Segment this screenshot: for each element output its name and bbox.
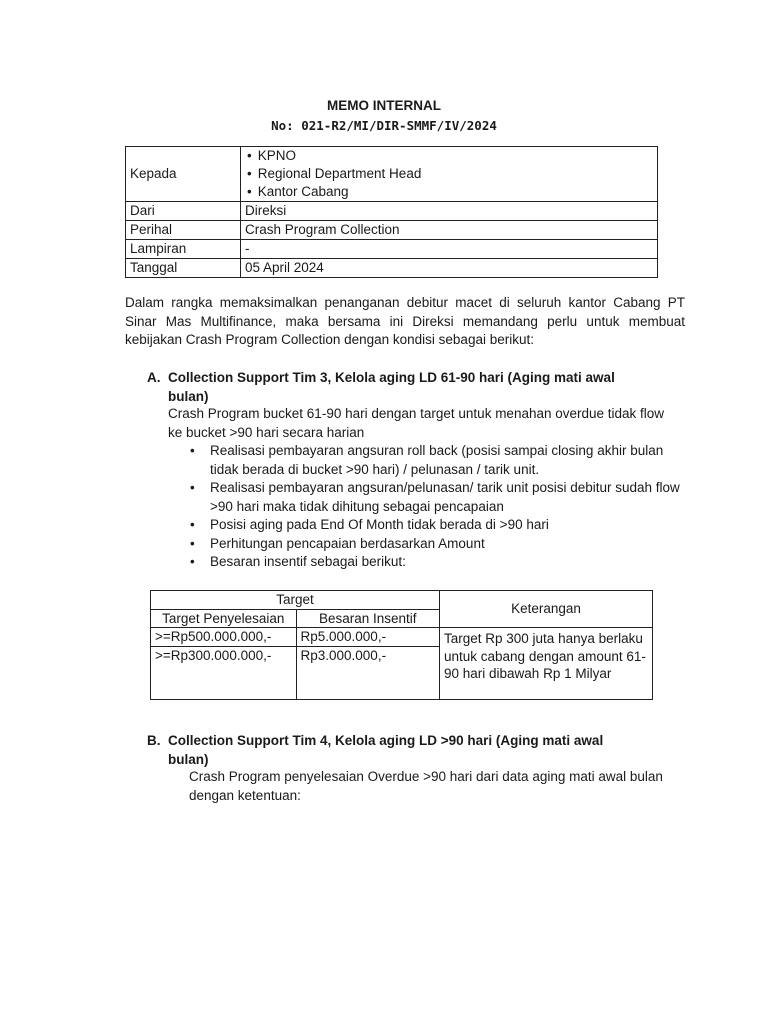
meta-row-lampiran: [126, 240, 658, 259]
list-item-text: Realisasi pembayaran angsuran roll back (posisi sampai closing akhir bulan tidak berada di bucket >90 hari) / pelunasan / tarik unit.: [210, 443, 664, 477]
kepada-list: [245, 147, 653, 201]
table-row: [151, 628, 653, 647]
list-item-text: Posisi aging pada End Of Month tidak berada di >90 hari: [210, 517, 549, 532]
target-group-header: Target: [151, 591, 440, 610]
kepada-item: • KPNO: [259, 147, 653, 165]
list-item: [190, 479, 680, 516]
bullet-icon: •: [190, 517, 195, 532]
tanggal-label: Tanggal: [126, 259, 241, 278]
dari-label: Dari: [126, 202, 241, 221]
table-header-row: [151, 591, 653, 610]
section-b-heading-line2: bulan): [168, 751, 209, 767]
insentif-column-header: Besaran Insentif: [296, 609, 440, 628]
bullet-icon: •: [190, 480, 195, 495]
kepada-label: Kepada: [126, 147, 241, 202]
list-item: [190, 442, 680, 479]
target-cell: >=Rp500.000.000,-: [151, 628, 297, 647]
target-cell: >=Rp300.000.000,-: [151, 646, 297, 699]
list-item-text: Realisasi pembayaran angsuran/pelunasan/ tarik unit posisi debitur sudah flow >90 hari maka tidak dihitung sebagai pencapaian: [210, 480, 680, 514]
meta-row-perihal: [126, 221, 658, 240]
kepada-value: [241, 147, 658, 202]
insentif-cell: Rp3.000.000,-: [296, 646, 440, 699]
list-item-text: Perhitungan pencapaian berdasarkan Amount: [210, 535, 485, 551]
section-b-heading-line1: Collection Support Tim 4, Kelola aging LD >90 hari (Aging mati awal: [168, 733, 604, 748]
target-column-header: Target Penyelesaian: [151, 609, 297, 628]
kepada-item: • Kantor Cabang: [259, 183, 653, 201]
meta-row-kepada: [126, 147, 658, 202]
memo-number: No: 021-R2/MI/DIR-SMMF/IV/2024: [271, 118, 497, 133]
list-item: [190, 553, 680, 572]
bullet-icon: •: [190, 535, 195, 551]
dari-value: Direksi: [241, 202, 658, 221]
keterangan-header: Keterangan: [440, 591, 653, 628]
list-item-text: Besaran insentif sebagai berikut:: [210, 554, 406, 569]
perihal-label: Perihal: [126, 221, 241, 240]
section-a-heading-line2: bulan): [168, 388, 209, 404]
section-a-heading-line1: Collection Support Tim 3, Kelola aging LD 61-90 hari (Aging mati awal: [168, 370, 615, 385]
kepada-item: • Regional Department Head: [259, 165, 653, 183]
section-a-bullet-list: [190, 442, 680, 572]
list-item: [190, 535, 680, 554]
section-b-paragraph: Crash Program penyelesaian Overdue >90 hari dari data aging mati awal bulan dengan ketentuan:: [189, 769, 663, 803]
bullet-icon: •: [190, 554, 195, 569]
section-a-heading: [147, 369, 677, 406]
perihal-value: Crash Program Collection: [241, 221, 658, 240]
section-b-marker: B.: [147, 733, 161, 748]
list-item: [190, 516, 680, 535]
section-a-marker: A.: [147, 370, 161, 385]
section-a-paragraph: Crash Program bucket 61-90 hari dengan target untuk menahan overdue tidak flow ke bucket >90 hari secara harian: [168, 406, 665, 440]
incentive-table: [150, 590, 653, 700]
insentif-cell: Rp5.000.000,-: [296, 628, 440, 647]
meta-row-tanggal: [126, 259, 658, 278]
bullet-icon: •: [190, 443, 195, 458]
tanggal-value: 05 April 2024: [241, 259, 658, 278]
memo-meta-table: [125, 146, 658, 278]
memo-title: MEMO INTERNAL: [327, 98, 441, 113]
meta-row-dari: [126, 202, 658, 221]
keterangan-cell: Target Rp 300 juta hanya berlaku untuk cabang dengan amount 61-90 hari dibawah Rp 1 Milyar: [440, 628, 653, 700]
intro-paragraph: Dalam rangka memaksimalkan penanganan debitur macet di seluruh kantor Cabang PT Sinar Mas Multifinance, maka bersama ini Direksi memandang perlu untuk membuat kebijakan Crash Program Collection dengan kondisi sebagai berikut:: [125, 295, 685, 347]
lampiran-value: -: [241, 240, 658, 259]
lampiran-label: Lampiran: [126, 240, 241, 259]
section-b-heading: [147, 732, 677, 769]
